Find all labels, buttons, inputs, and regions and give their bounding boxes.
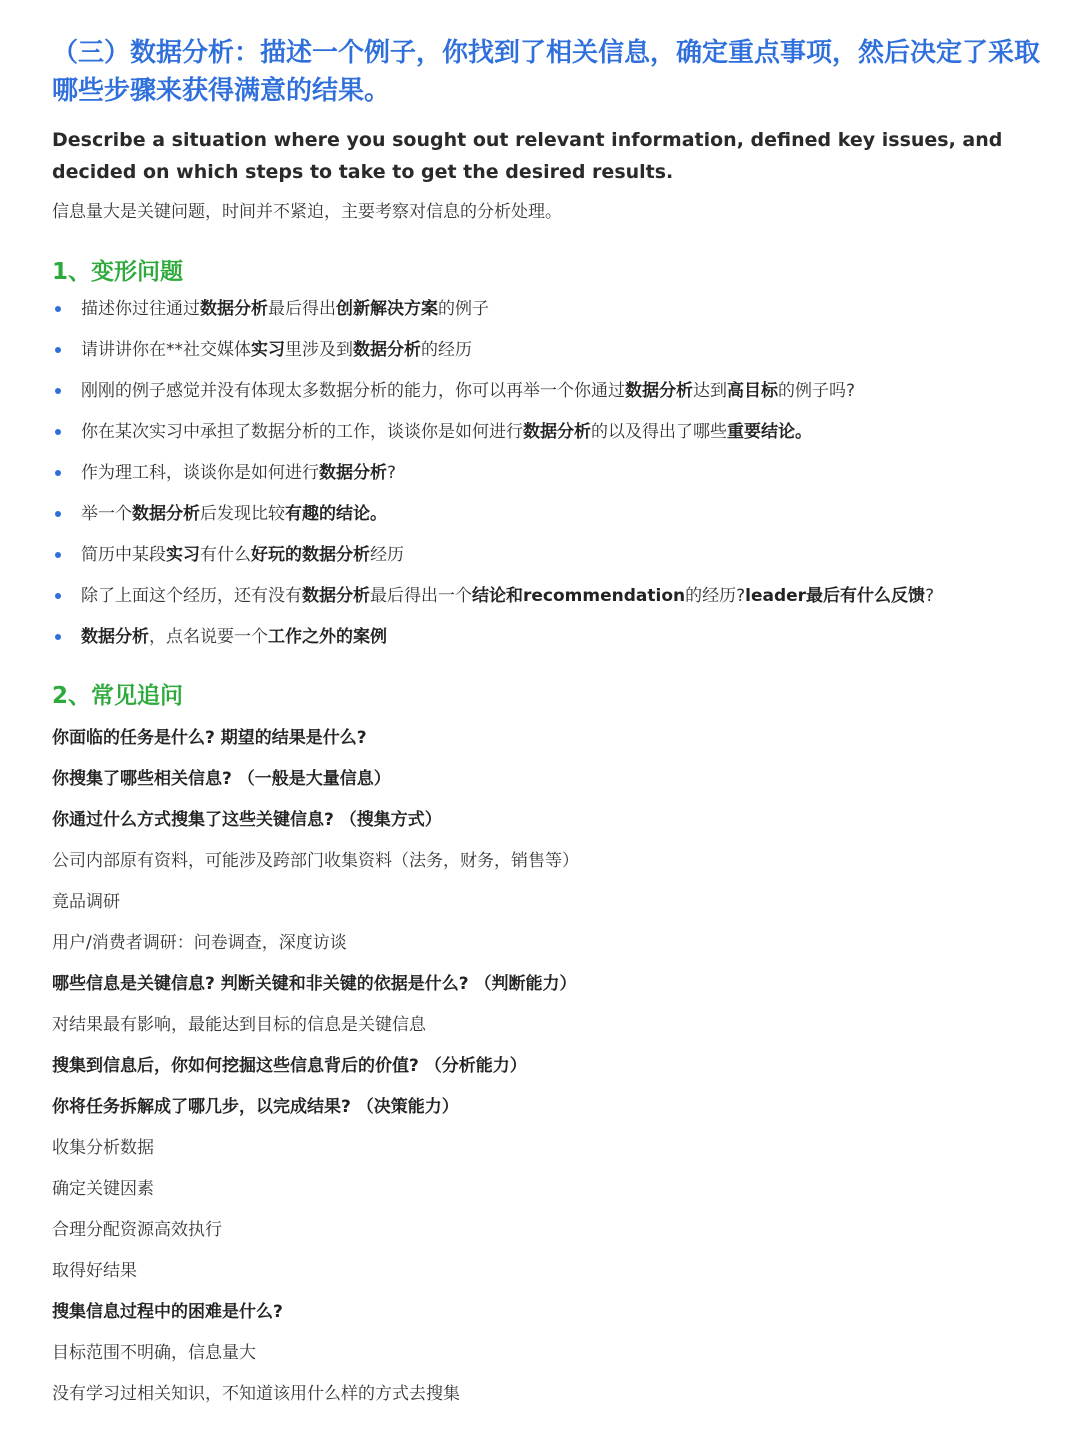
text-segment: 的以及得出了哪些 bbox=[591, 422, 727, 442]
followup-question: 你搜集了哪些相关信息? （一般是大量信息） bbox=[52, 769, 391, 789]
text-segment: 举一个 bbox=[81, 504, 132, 524]
bold-text: 数据分析 bbox=[81, 627, 149, 647]
bullet-dot-icon bbox=[55, 429, 61, 435]
followup-question: 你将任务拆解成了哪几步，以完成结果? （决策能力） bbox=[52, 1097, 459, 1117]
bold-text: 重要结论。 bbox=[727, 422, 812, 442]
bold-text: 数据分析 bbox=[625, 381, 693, 401]
text-segment: 后发现比较 bbox=[200, 504, 285, 524]
bold-text: leader最后有什么反馈 bbox=[745, 586, 926, 606]
bold-text: 实习 bbox=[166, 545, 200, 565]
intro-note: 信息量大是关键问题，时间并不紧迫，主要考察对信息的分析处理。 bbox=[52, 202, 562, 222]
followup-answer: 竟品调研 bbox=[52, 892, 120, 912]
followup-question: 哪些信息是关键信息? 判断关键和非关键的依据是什么? （判断能力） bbox=[52, 974, 577, 994]
list-item bbox=[52, 294, 1040, 324]
text-segment: 刚刚的例子感觉并没有体现太多数据分析的能力，你可以再举一个你通过 bbox=[81, 381, 625, 401]
followup-question: 搜集信息过程中的困难是什么? bbox=[52, 1302, 283, 1322]
followup-answer: 收集分析数据 bbox=[52, 1138, 154, 1158]
followup-answer: 目标范围不明确，信息量大 bbox=[52, 1343, 256, 1363]
followup-question: 你通过什么方式搜集了这些关键信息? （搜集方式） bbox=[52, 810, 442, 830]
bullet-dot-icon bbox=[55, 470, 61, 476]
bold-text: 数据分析 bbox=[132, 504, 200, 524]
bold-text: 数据分析 bbox=[319, 463, 387, 483]
bullet-dot-icon bbox=[55, 552, 61, 558]
list-item bbox=[52, 376, 1040, 406]
bold-text: 创新解决方案 bbox=[336, 299, 438, 319]
bullet-dot-icon bbox=[55, 388, 61, 394]
page-title: （三）数据分析：描述一个例子，你找到了相关信息，确定重点事项，然后决定了采取哪些步骤来获得满意的结果。 bbox=[52, 38, 1041, 106]
text-segment: 的例子 bbox=[438, 299, 489, 319]
text-segment: 最后得出 bbox=[268, 299, 336, 319]
list-item bbox=[52, 581, 1040, 611]
bold-text: 实习 bbox=[251, 340, 285, 360]
followup-question: 你面临的任务是什么? 期望的结果是什么? bbox=[52, 728, 367, 748]
text-segment: 简历中某段 bbox=[81, 545, 166, 565]
text-segment: 里涉及到 bbox=[285, 340, 353, 360]
text-segment: 描述你过往通过 bbox=[81, 299, 200, 319]
followup-question: 搜集到信息后，你如何挖掘这些信息背后的价值? （分析能力） bbox=[52, 1056, 527, 1076]
followup-answer: 对结果最有影响，最能达到目标的信息是关键信息 bbox=[52, 1015, 426, 1035]
bold-text: 好玩的数据分析 bbox=[251, 545, 370, 565]
followup-answer: 合理分配资源高效执行 bbox=[52, 1220, 222, 1240]
text-segment: 最后得出一个 bbox=[370, 586, 472, 606]
bullet-dot-icon bbox=[55, 593, 61, 599]
followup-answer: 取得好结果 bbox=[52, 1261, 137, 1281]
text-segment: 请讲讲你在**社交媒体 bbox=[81, 340, 251, 360]
section-heading-followups: 2、常见追问 bbox=[52, 683, 184, 709]
followup-answer: 公司内部原有资料，可能涉及跨部门收集资料（法务，财务，销售等） bbox=[52, 851, 579, 871]
bullet-dot-icon bbox=[55, 306, 61, 312]
text-segment: 达到 bbox=[693, 381, 727, 401]
bold-text: 有趣的结论。 bbox=[285, 504, 387, 524]
list-item bbox=[52, 540, 1040, 570]
text-segment: 的经历 bbox=[421, 340, 472, 360]
bullet-dot-icon bbox=[55, 634, 61, 640]
text-segment: 有什么 bbox=[200, 545, 251, 565]
list-item bbox=[52, 622, 1040, 652]
text-segment: 的例子吗? bbox=[778, 381, 856, 401]
text-segment: 除了上面这个经历，还有没有 bbox=[81, 586, 302, 606]
list-item bbox=[52, 458, 1040, 488]
list-item bbox=[52, 417, 1040, 447]
text-segment: ? bbox=[387, 463, 397, 483]
bold-text: 数据分析 bbox=[302, 586, 370, 606]
bullet-dot-icon bbox=[55, 511, 61, 517]
text-segment: 的经历? bbox=[685, 586, 746, 606]
bold-text: 高目标 bbox=[727, 381, 778, 401]
bold-text: 工作之外的案例 bbox=[268, 627, 387, 647]
followup-answer: 确定关键因素 bbox=[52, 1179, 154, 1199]
text-segment: 经历 bbox=[370, 545, 404, 565]
list-item bbox=[52, 335, 1040, 365]
variant-question-list bbox=[52, 294, 1040, 652]
bold-text: 数据分析 bbox=[523, 422, 591, 442]
bullet-dot-icon bbox=[55, 347, 61, 353]
list-item bbox=[52, 499, 1040, 529]
english-question: Describe a situation where you sought out relevant information, defined key issues, and decided on which steps to take to get the desired results. bbox=[52, 129, 1003, 183]
bold-text: 数据分析 bbox=[353, 340, 421, 360]
text-segment: 你在某次实习中承担了数据分析的工作，谈谈你是如何进行 bbox=[81, 422, 523, 442]
section-heading-variants: 1、变形问题 bbox=[52, 259, 184, 285]
followup-answer: 没有学习过相关知识，不知道该用什么样的方式去搜集 bbox=[52, 1384, 460, 1404]
text-segment: ，点名说要一个 bbox=[149, 627, 268, 647]
followup-answer: 用户/消费者调研：问卷调查，深度访谈 bbox=[52, 933, 347, 953]
text-segment: ? bbox=[925, 586, 935, 606]
followup-list bbox=[52, 718, 1040, 1415]
bold-text: 结论和recommendation bbox=[472, 586, 686, 606]
text-segment: 作为理工科，谈谈你是如何进行 bbox=[81, 463, 319, 483]
bold-text: 数据分析 bbox=[200, 299, 268, 319]
